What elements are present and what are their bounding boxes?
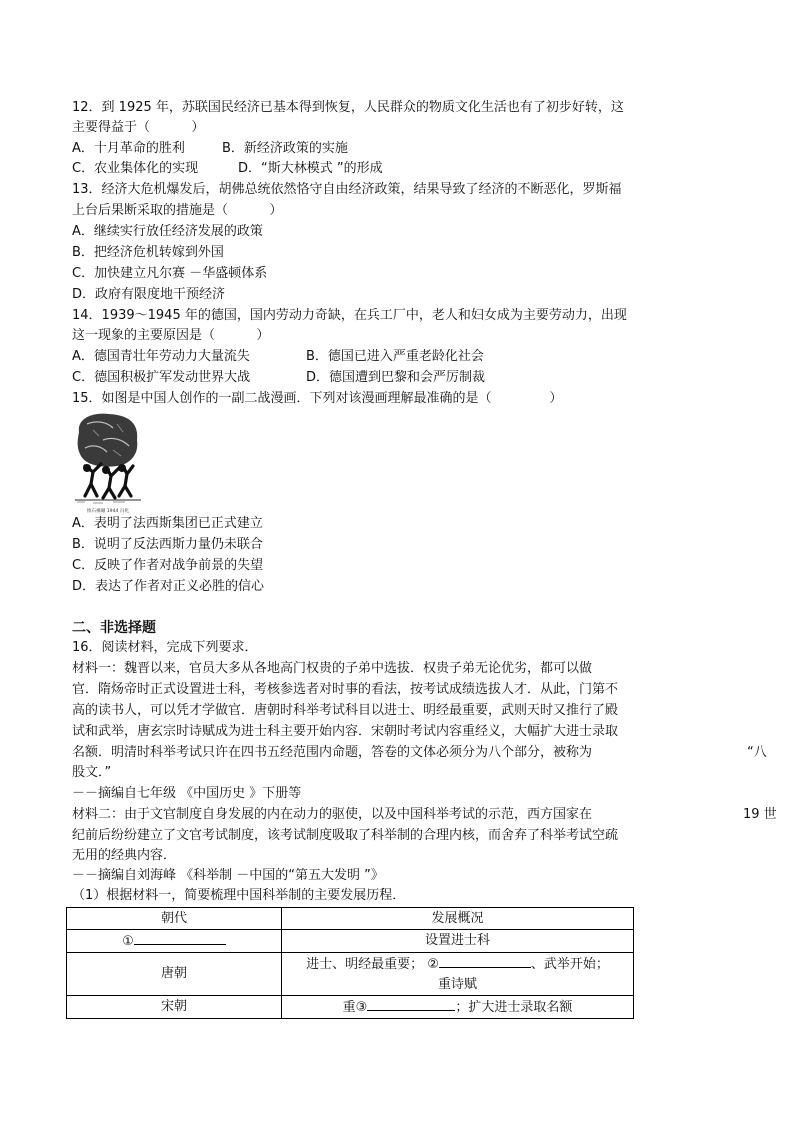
ww2-cartoon-image	[73, 410, 143, 515]
q14-stem-line1: 14．1939～1945 年的德国，国内劳动力奇缺，在兵工厂中，老人和妇女成为主要劳动力，出现	[72, 308, 627, 323]
q16-material1-line5: 名额．明清时科举考试只许在四书五经范围内命题，答卷的文体必须分为八个部分，被称为	[72, 745, 593, 760]
blank-2-label: ②	[427, 957, 439, 972]
q16-material2-line2: 纪前后纷纷建立了文官考试制度，该考试制度吸取了科举制的合理内核，而舍弃了科举考试空疏	[72, 828, 619, 843]
q12-option-d: D．“斯大林模式 ”的形成	[238, 161, 383, 176]
answer-blank-3[interactable]	[367, 996, 455, 1011]
table-row2-dynasty: 唐朝	[67, 953, 282, 996]
q16-material1-line5-end: “八	[747, 745, 767, 760]
q15-option-d: D．表达了作者对正义必胜的信心	[72, 579, 265, 594]
q16-material1-line3: 高的读书人，可以凭才学做官．唐朝时科举考试科目以进士、明经最重要，武则天时又推行了殿	[72, 703, 619, 718]
row3-text-b: ；扩大进士录取名额	[455, 1000, 573, 1015]
q13-option-b: B．把经济危机转嫁到外国	[72, 245, 224, 260]
q15-option-b: B．说明了反法西斯力量仍未联合	[72, 537, 263, 552]
table-header-dynasty: 朝代	[67, 908, 282, 930]
table-row2-overview	[282, 953, 634, 996]
q12-option-a: A．十月革命的胜利	[72, 141, 185, 156]
q13-option-d: D．政府有限度地干预经济	[72, 287, 226, 302]
q16-material1-source: －－摘编自七年级 《中国历史 》下册等	[72, 786, 302, 801]
table-row3-overview	[282, 996, 634, 1019]
q16-material1-line2: 官．隋炀帝时正式设置进士科，考核参选者对时事的看法，按考试成绩选拔人才．从此，门第不	[72, 682, 619, 697]
answer-blank-2[interactable]	[439, 953, 531, 968]
q16-material1-line6: 股文．”	[72, 765, 112, 780]
q14-option-a: A．德国青壮年劳动力大量流失	[72, 349, 250, 364]
q13-option-a: A．继续实行放任经济发展的政策	[72, 224, 263, 239]
table-header-overview: 发展概况	[282, 908, 634, 930]
q16-intro: 16．阅读材料，完成下列要求．	[72, 640, 258, 655]
q15-option-c: C．反映了作者对战争前景的失望	[72, 558, 264, 573]
blank-1-label: ①	[122, 934, 134, 949]
q16-material2-line1: 材料二：由于文官制度自身发展的内在动力的驱使，以及中国科举考试的示范，西方国家在	[72, 807, 593, 822]
q14-option-d: D．德国遭到巴黎和会严厉制裁	[306, 370, 486, 385]
q13-option-c: C．加快建立凡尔赛 －华盛顿体系	[72, 266, 268, 281]
q14-option-c: C．德国积极扩军发动世界大战	[72, 370, 251, 385]
answer-blank-1[interactable]	[134, 930, 226, 945]
q13-stem-line1: 13．经济大危机爆发后，胡佛总统依然恪守自由经济政策，结果导致了经济的不断恶化，罗斯福	[72, 182, 622, 197]
q16-material1-line1: 材料一：魏晋以来，官员大多从各地高门权贵的子弟中选拔．权贵子弟无论优劣，都可以做	[72, 661, 593, 676]
table-row3-dynasty: 宋朝	[67, 996, 282, 1019]
section-title-non-choice: 二、非选择题	[72, 620, 156, 636]
q15-stem-line1: 15．如图是中国人创作的一副二战漫画．下列对该漫画理解最准确的是（ ）	[72, 391, 563, 406]
q14-stem-line2: 这一现象的主要原因是（ ）	[72, 328, 270, 343]
row2-text-a: 进士、明经最重要；	[306, 957, 424, 972]
q12-option-c: C．农业集体化的实现	[72, 161, 199, 176]
keju-history-table	[66, 907, 634, 1019]
q15-option-a: A．表明了法西斯集团已正式建立	[72, 516, 263, 531]
table-row1-dynasty	[67, 930, 282, 953]
q12-stem-line2: 主要得益于（ ）	[72, 120, 205, 135]
q14-option-b: B．德国已进入严重老龄化社会	[306, 349, 484, 364]
row2-text-d: 重诗赋	[437, 977, 477, 992]
cartoon-caption: 推石捶碾 1944 冯化	[86, 509, 130, 514]
row2-text-c: 、武举开始；	[530, 957, 609, 972]
q16-material2-line1-end: 19 世	[743, 807, 777, 822]
q12-option-b: B．新经济政策的实施	[222, 141, 348, 156]
table-row1-overview: 设置进士科	[282, 930, 634, 953]
q16-material2-source: －－摘编自刘海峰 《科举制 －中国的“第五大发明 ”》	[72, 868, 384, 883]
q16-subquestion-1: （1）根据材料一，简要梳理中国科举制的主要发展历程．	[72, 888, 406, 903]
blank-3-label: 重③	[342, 1000, 368, 1015]
q16-material2-line3: 无用的经典内容．	[72, 848, 177, 863]
q13-stem-line2: 上台后果断采取的措施是（ ）	[72, 203, 283, 218]
q12-stem-line1: 12．到 1925 年，苏联国民经济已基本得到恢复，人民群众的物质文化生活也有了初步好转，这	[72, 100, 624, 115]
q16-material1-line4: 试和武举，唐玄宗时诗赋成为进士科主要开始内容．宋朝时考试内容重经义，大幅扩大进士录取	[72, 724, 619, 739]
